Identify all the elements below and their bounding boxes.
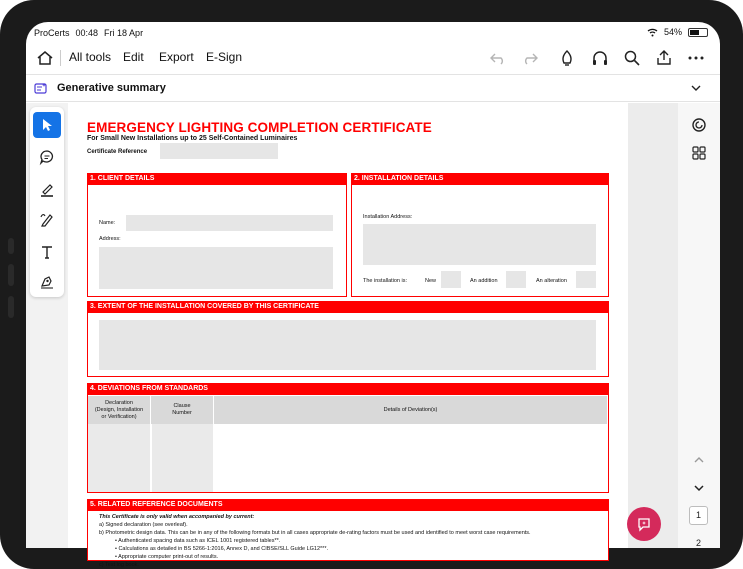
reference-line: c) Test log book. [99, 562, 139, 568]
right-rail [678, 103, 720, 548]
menu-e-sign[interactable]: E-Sign [206, 50, 243, 64]
references-intro: This Certificate is only valid when accompanied by current: [99, 514, 255, 520]
more-icon[interactable] [686, 48, 706, 68]
section-deviations-heading: 4. DEVIATIONS FROM STANDARDS [87, 383, 609, 395]
deviation-declaration-field[interactable] [88, 424, 150, 492]
section-client-heading: 1. CLIENT DETAILS [87, 173, 347, 185]
document-canvas [26, 103, 720, 568]
chevron-down-icon [694, 484, 704, 492]
deviation-col-declaration: Declaration (Design, Installation or Verification) [88, 396, 151, 424]
toolbar-divider [60, 50, 61, 66]
option-new-field[interactable] [441, 271, 461, 288]
summary-label: Generative summary [57, 82, 166, 94]
home-icon[interactable] [35, 48, 55, 68]
side-button [8, 238, 14, 254]
highlight-tool[interactable] [33, 176, 61, 202]
summary-icon [34, 82, 47, 95]
reference-line: • Appropriate computer print-out of results. [115, 554, 219, 560]
redo-icon[interactable] [520, 48, 540, 68]
extent-field[interactable] [99, 320, 596, 370]
section-extent-heading: 3. EXTENT OF THE INSTALLATION COVERED BY THIS CERTIFICATE [87, 301, 609, 313]
battery-percent: 54% [663, 27, 682, 37]
client-address-label: Address: [99, 236, 121, 242]
status-time: 00:48 [75, 28, 99, 38]
side-button [8, 264, 14, 286]
section-installation-heading: 2. INSTALLATION DETAILS [351, 173, 609, 185]
reference-line: • Calculations as detailed in BS 5266-1:2016, Annex D, and CIBSE/SLL Guide LG12***. [115, 546, 328, 552]
client-name-field[interactable] [126, 215, 333, 231]
reference-line: a) Signed declaration (see overleaf). [99, 522, 188, 528]
tool-panel [30, 107, 64, 297]
menu-all-tools[interactable]: All tools [69, 50, 112, 64]
page-number[interactable]: 2 [695, 538, 701, 548]
installation-address-label: Installation Address: [363, 214, 413, 220]
status-date: Fri 18 Apr [104, 28, 144, 38]
generative-summary-bar[interactable] [26, 74, 720, 102]
deviation-clause-field[interactable] [152, 424, 213, 492]
status-app: ProCerts [34, 28, 70, 38]
deviation-col-clause: Clause Number [151, 396, 214, 424]
text-icon [40, 245, 54, 259]
select-tool[interactable] [33, 112, 61, 138]
client-address-field[interactable] [99, 247, 333, 289]
option-alteration-label: An alteration [536, 278, 567, 284]
document-page [68, 103, 628, 568]
page-up-button[interactable] [689, 450, 709, 470]
draw-tool[interactable] [33, 207, 61, 233]
read-aloud-icon[interactable] [557, 48, 577, 68]
option-addition-field[interactable] [506, 271, 526, 288]
reference-line: • Authenticated spacing data such as ICEL 1001 registered tables**. [115, 538, 281, 544]
page-number-current[interactable]: 1 [689, 506, 708, 525]
text-tool[interactable] [33, 239, 61, 265]
search-icon[interactable] [622, 48, 642, 68]
wifi-icon [647, 28, 658, 37]
undo-icon[interactable] [488, 48, 508, 68]
ai-chat-icon [636, 516, 652, 532]
left-rail [26, 103, 68, 548]
comment-icon [39, 149, 55, 165]
installation-type-label: The installation is: [363, 278, 408, 284]
ai-chat-button[interactable] [627, 507, 661, 541]
certificate-subtitle: For Small New Installations up to 25 Self-Contained Luminaires [87, 135, 298, 142]
installation-address-field[interactable] [363, 224, 596, 265]
deviation-col-details: Details of Deviation(s) [214, 396, 608, 424]
client-name-label: Name: [99, 220, 116, 226]
share-icon[interactable] [654, 48, 674, 68]
sign-icon [39, 273, 55, 289]
option-alteration-field[interactable] [576, 271, 596, 288]
highlight-icon [39, 181, 55, 197]
screen [26, 22, 720, 568]
certificate-reference-label: Certificate Reference [87, 149, 148, 155]
main-toolbar [26, 44, 720, 72]
sign-tool[interactable] [33, 268, 61, 294]
headphones-icon[interactable] [590, 48, 610, 68]
page-down-button[interactable] [689, 478, 709, 498]
option-addition-label: An addition [470, 278, 498, 284]
comment-tool[interactable] [33, 144, 61, 170]
chevron-up-icon [694, 456, 704, 464]
chevron-down-icon[interactable] [691, 84, 701, 92]
ai-assistant-button[interactable] [689, 115, 709, 135]
certificate-title: EMERGENCY LIGHTING COMPLETION CERTIFICATE [87, 120, 432, 135]
battery-icon [688, 28, 708, 37]
menu-export[interactable]: Export [159, 50, 194, 64]
certificate-reference-field[interactable] [160, 143, 278, 159]
select-icon [41, 118, 53, 132]
draw-icon [39, 212, 55, 228]
section-references-heading: 5. RELATED REFERENCE DOCUMENTS [87, 499, 609, 511]
option-new-label: New [425, 278, 437, 284]
side-button [8, 296, 14, 318]
reference-line: b) Photometric design data. This can be in any of the following formats but in all cases appropriate de-rating factors must be used and identified to meet worst case requirements. [99, 530, 531, 536]
menu-edit[interactable]: Edit [123, 50, 144, 64]
thumbnails-button[interactable] [689, 143, 709, 163]
thumbnails-icon [692, 146, 706, 160]
status-bar [26, 22, 720, 44]
ai-assistant-icon [691, 117, 707, 133]
